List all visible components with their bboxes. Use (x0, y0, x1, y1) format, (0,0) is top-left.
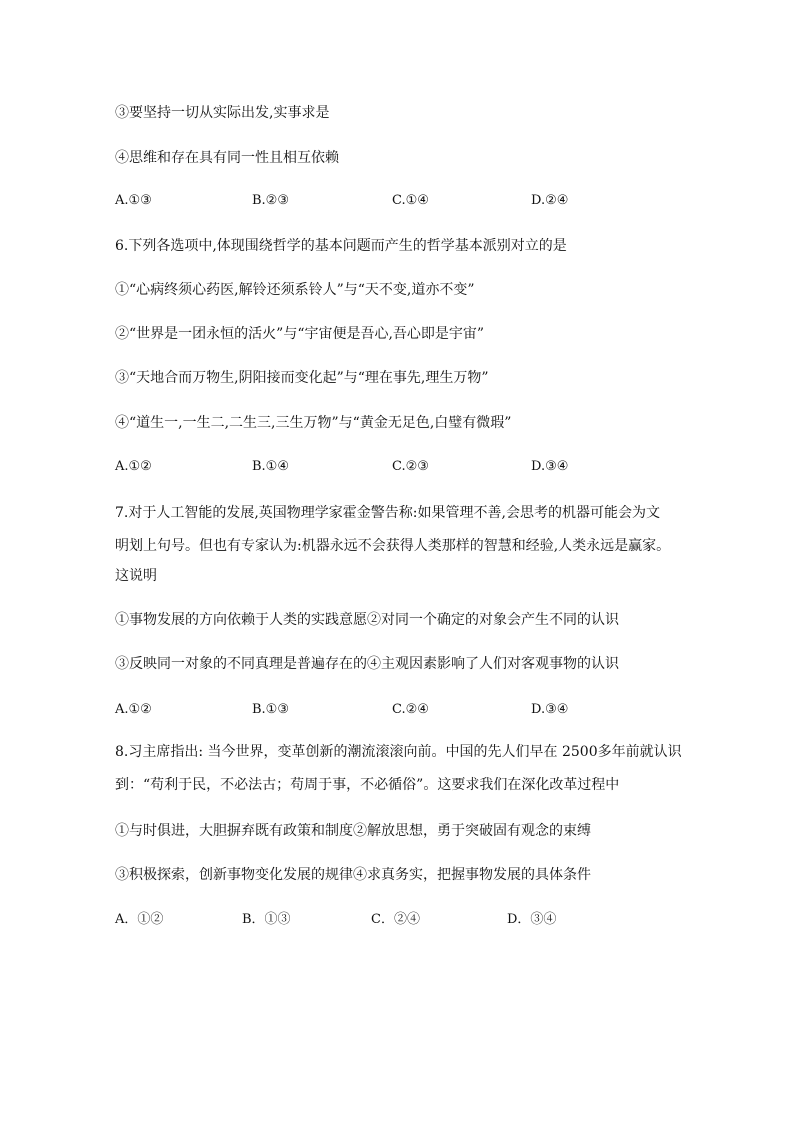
q8-option-c: C．②④ (371, 912, 420, 927)
q8-items-line-1: ①与时俱进，大胆摒弃既有政策和制度②解放思想，勇于突破固有观念的束缚 (115, 823, 591, 839)
q6-option-b: B.①④ (252, 459, 289, 474)
q6-stem: 6.下列各选项中,体现围绕哲学的基本问题而产生的哲学基本派别对立的是 (115, 238, 567, 254)
q8-option-a: A．①② (115, 912, 164, 927)
q5-item-3: ③要坚持一切从实际出发,实事求是 (115, 105, 330, 121)
q7-stem-line-3: 这说明 (115, 568, 157, 584)
q8-option-d: D．③④ (507, 912, 557, 927)
q7-stem-line-1: 7.对于人工智能的发展,英国物理学家霍金警告称:如果管理不善,会思考的机器可能会为文 (115, 505, 660, 521)
q7-items-line-2: ③反映同一对象的不同真理是普遍存在的④主观因素影响了人们对客观事物的认识 (115, 656, 619, 672)
q7-stem-line-2: 明划上句号。但也有专家认为:机器永远不会获得人类那样的智慧和经验,人类永远是赢家。 (115, 538, 671, 554)
q8-stem-line-1: 8.习主席指出: 当今世界，变革创新的潮流滚滚向前。中国的先人们早在 2500多年前就认识 (115, 744, 682, 760)
q6-option-d: D.③④ (531, 459, 569, 474)
q7-option-c: C.②④ (392, 702, 429, 717)
q6-item-2: ②“世界是一团永恒的活火”与“宇宙便是吾心,吾心即是宇宙” (115, 326, 485, 342)
q5-option-b: B.②③ (252, 193, 289, 208)
q6-option-c: C.②③ (392, 459, 429, 474)
q7-option-a: A.①② (115, 702, 152, 717)
q8-stem-line-2: 到：“苟利于民，不必法古；苟周于事，不必循俗”。这要求我们在深化改革过程中 (115, 777, 620, 793)
q5-item-4: ④思维和存在具有同一性且相互依赖 (115, 150, 339, 166)
q6-item-4: ④“道生一,一生二,二生三,三生万物”与“黄金无足色,白璧有微瑕” (115, 415, 512, 431)
q8-option-b: B．①③ (242, 912, 291, 927)
q7-option-d: D.③④ (531, 702, 569, 717)
q6-item-1: ①“心病终须心药医,解铃还须系铃人”与“天不变,道亦不变” (115, 282, 475, 298)
q6-item-3: ③“天地合而万物生,阴阳接而变化起”与“理在事先,理生万物” (115, 370, 489, 386)
q7-items-line-1: ①事物发展的方向依赖于人类的实践意愿②对同一个确定的对象会产生不同的认识 (115, 612, 619, 628)
q5-option-d: D.②④ (531, 193, 569, 208)
q5-option-c: C.①④ (392, 193, 429, 208)
q7-option-b: B.①③ (252, 702, 289, 717)
q6-option-a: A.①② (115, 459, 152, 474)
q5-option-a: A.①③ (115, 193, 152, 208)
q8-items-line-2: ③积极探索，创新事物变化发展的规律④求真务实，把握事物发展的具体条件 (115, 867, 591, 883)
